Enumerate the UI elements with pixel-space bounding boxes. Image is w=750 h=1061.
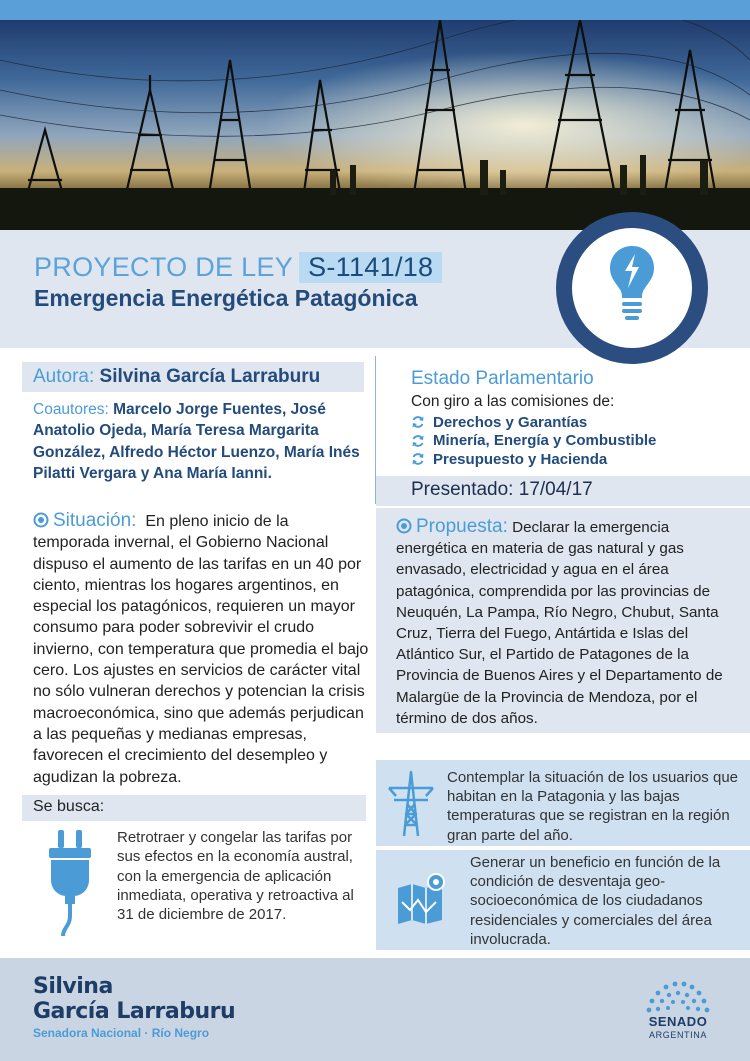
senado-logo-icon <box>643 976 713 1014</box>
coautores-label: Coautores: <box>33 401 109 418</box>
footer-name-line2: García Larraburu <box>33 999 236 1024</box>
propuesta-text: Declarar la emergencia energética en materia de gas natural y gas envasado, electricidad y agua en el área patagónica, comprendida por las provincias de Neuquén, La Pampa, Río Negro, Chubut, Santa Cruz, Tierra del Fuego, Antártida e Islas del Atlántico Sur, el Partido de Patagones de la Provincia de Buenos Aires y el Departamento de Malargüe de la Provincia de Mendoza, por el término de dos años. <box>396 519 723 727</box>
list-item <box>411 432 656 451</box>
list-item <box>411 450 656 469</box>
map-pin-icon <box>396 872 448 924</box>
refresh-icon <box>411 434 425 448</box>
senado-logo-text: SENADO <box>648 1014 708 1029</box>
situacion-block <box>33 510 369 788</box>
estado-title: Estado Parlamentario <box>411 368 594 389</box>
refresh-icon <box>411 415 425 429</box>
situacion-label: Situación: <box>53 510 137 531</box>
coautores-block <box>33 399 363 485</box>
presentado-date: 17/04/17 <box>518 479 593 500</box>
autora-label: Autora: <box>33 366 95 387</box>
project-heading <box>34 252 442 283</box>
target-icon <box>33 512 49 528</box>
plug-icon <box>45 828 95 938</box>
busca-label: Se busca: <box>33 798 105 815</box>
comision-label: Derechos y Garantías <box>433 413 588 431</box>
refresh-icon <box>411 452 425 466</box>
propuesta-label: Propuesta: <box>416 516 508 537</box>
footer-role: Senadora Nacional · Río Negro <box>33 1026 210 1040</box>
busca-text: Retrotraer y congelar las tarifas por sus efectos en la economía austral, con la emergencia de aplicación inmediata, operativa y retroactiva al 31 de diciembre de 2017. <box>117 829 354 924</box>
project-prefix: PROYECTO DE LEY <box>34 252 294 282</box>
page-title: Emergencia Energética Patagónica <box>34 285 418 311</box>
power-towers-illustration <box>0 20 750 230</box>
autora-name: Silvina García Larraburu <box>99 366 321 387</box>
hero-photo-power-lines <box>0 20 750 230</box>
lightbulb-icon <box>608 244 656 324</box>
comisiones-list <box>411 413 656 469</box>
giro-text: Con giro a las comisiones de: <box>411 393 615 410</box>
presentado-label: Presentado: <box>411 479 514 500</box>
coautores-names: Marcelo Jorge Fuentes, José Anatolio Ojeda, María Teresa Margarita González, Alfredo Héctor Luenzo, María Inés Pilatti Vergara y Ana María Ianni. <box>33 401 360 483</box>
presentado-line <box>411 479 593 501</box>
power-tower-icon <box>386 770 436 838</box>
propuesta-item-2: Generar un beneficio en función de la condición de desventaja geo-socioeconómica de los ciudadanos residenciales y comerciales del área involucrada. <box>470 854 721 948</box>
situacion-text: En pleno inicio de la temporada invernal, el Gobierno Nacional dispuso el aumento de las tarifas en un 40 por ciento, mientras los hogares argentinos, en especial los patagónicos, requieren un mayor consumo para poder sobrevivir el crudo invierno, con temperatura que promedia el bajo cero. Los ajustes en servicios de carácter vital no sólo vulneran derechos y potencian la crisis macroeconómica, sino que además perjudican a las pequeñas y medianas empresas, favorecen el crecimiento del desempleo y agudizan la pobreza. <box>33 513 369 786</box>
comision-label: Minería, Energía y Combustible <box>433 432 657 450</box>
top-accent-bar <box>0 0 750 20</box>
propuesta-block <box>396 516 738 729</box>
autora-line <box>33 366 320 388</box>
target-icon <box>396 518 412 534</box>
project-code-badge: S-1141/18 <box>299 252 442 283</box>
propuesta-extra-separator <box>376 846 750 850</box>
propuesta-item-1: Contemplar la situación de los usuarios que habitan en la Patagonia y las bajas temperaturas que se registran en la región gran parte del año. <box>447 769 738 844</box>
list-item <box>411 413 656 432</box>
comision-label: Presupuesto y Hacienda <box>433 450 608 468</box>
footer-name-line1: Silvina <box>33 974 113 999</box>
senado-logo-subtext: ARGENTINA <box>649 1030 707 1040</box>
